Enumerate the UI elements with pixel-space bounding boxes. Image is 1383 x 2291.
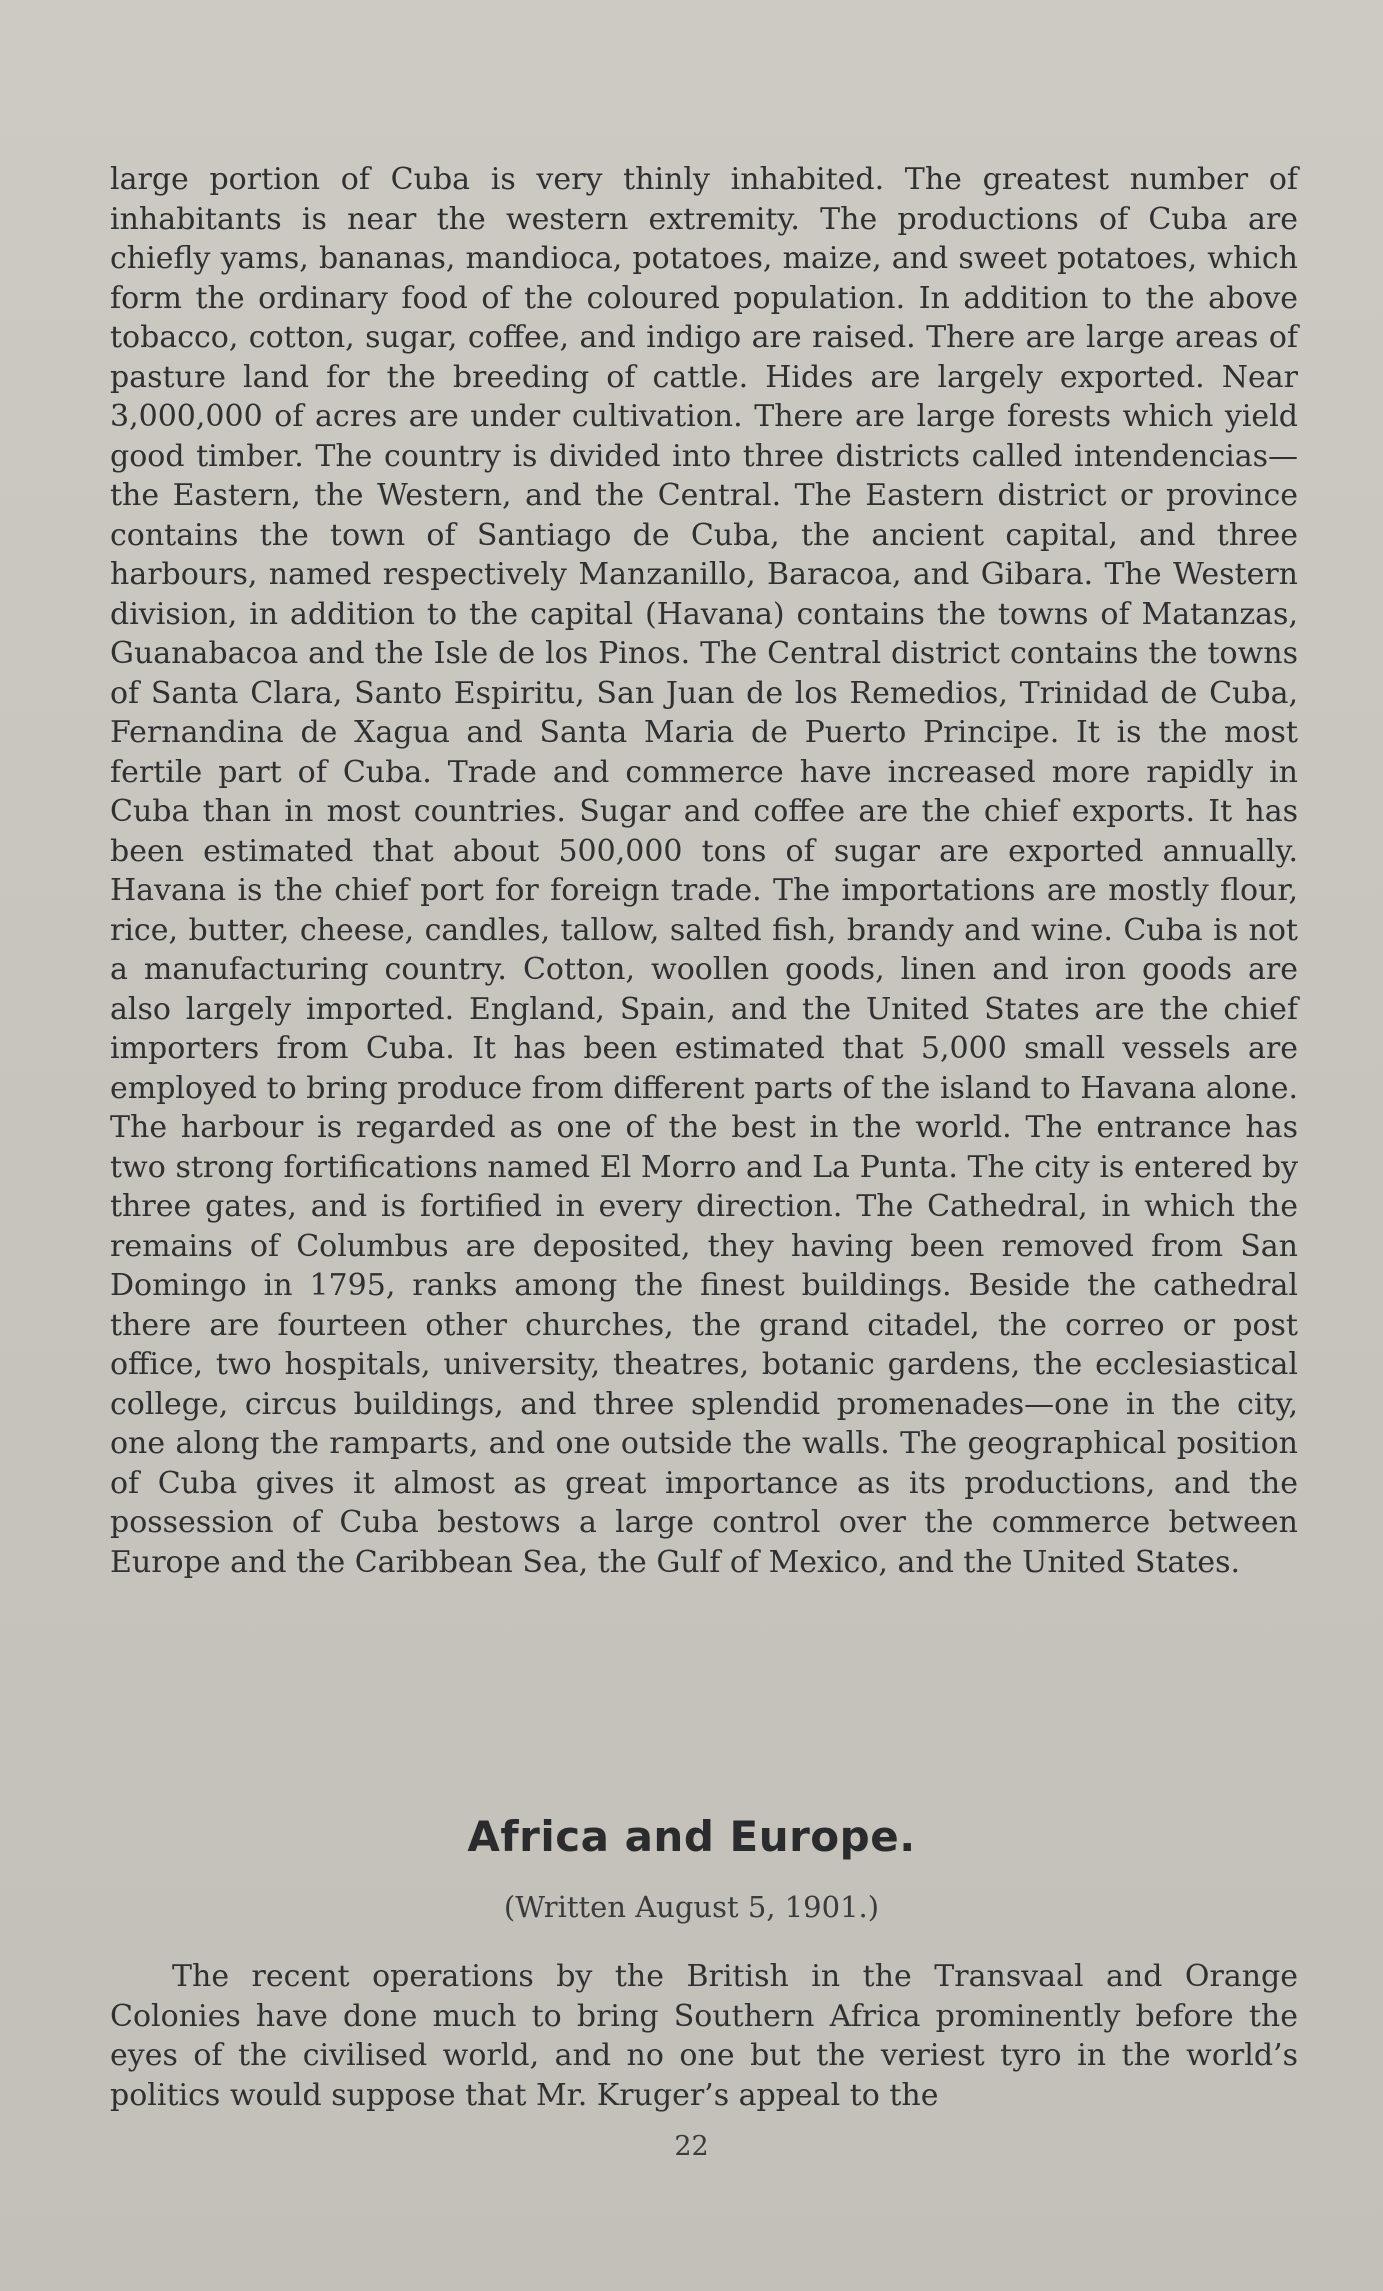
cuba-paragraph: large portion of Cuba is very thinly inhabited. The greatest number of inhabitants is near the western extremity. The productions of Cuba are chiefly yams, bananas, mandioca, potatoes, maize, and sweet potatoes, which form the ordinary food of the coloured population. In addition to the above tobacco, cotton, sugar, coffee, and indigo are raised. There are large areas of pasture land for the breeding of cattle. Hides are largely exported. Near 3,000,000 of acres are under cultivation. There are large forests which yield good timber. The country is divided into three districts called intendencias—the Eastern, the Western, and the Central. The Eastern district or province contains the town of Santiago de Cuba, the ancient capital, and three harbours, named respectively Manzanillo, Baracoa, and Gibara. The Western division, in addition to the capital (Havana) contains the towns of Matanzas, Guanabacoa and the Isle de los Pinos. The Central district contains the towns of Santa Clara, Santo Espiritu, San Juan de los Remedios, Trinidad de Cuba, Fernandina de Xagua and Santa Maria de Puerto Principe. It is the most fertile part of Cuba. Trade and commerce have increased more rapidly in Cuba than in most countries. Sugar and coffee are the chief exports. It has been estimated that about 500,000 tons of sugar are exported annually. Havana is the chief port for foreign trade. The importations are mostly flour, rice, butter, cheese, candles, tallow, salted fish, brandy and wine. Cuba is not a manufacturing country. Cotton, woollen goods, linen and iron goods are also largely imported. England, Spain, and the United States are the chief importers from Cuba. It has been estimated that 5,000 small vessels are employed to bring produce from different parts of the island to Havana alone. The harbour is regarded as one of the best in the world. The entrance has two strong fortifications named El Morro and La Punta. The city is entered by three gates, and is fortified in every direction. The Cathedral, in which the remains of Columbus are deposited, they having been removed from San Domingo in 1795, ranks among the finest buildings. Beside the cathedral there are fourteen other churches, the grand citadel, the correo or post office, two hospitals, university, theatres, botanic gardens, the ecclesiastical college, circus buildings, and three splendid promenades—one in the city, one along the ramparts, and one outside the walls. The geographical position of Cuba gives it almost as great importance as its productions, and the possession of Cuba bestows a large control over the commerce between Europe and the Caribbean Sea, the Gulf of Mexico, and the United States. [110,162,1298,1580]
africa-europe-paragraph: The recent operations by the British in the Transvaal and Orange Colonies have done much to bring Southern Africa prominently before the eyes of the civilised world, and no one but the veriest tyro in the world’s politics would suppose that Mr. Kruger’s appeal to the [110,1959,1298,2113]
page-number: 22 [674,2131,709,2162]
section-date-note: (Written August 5, 1901.) [503,1890,880,1924]
section-heading: Africa and Europe. [467,1812,916,1861]
